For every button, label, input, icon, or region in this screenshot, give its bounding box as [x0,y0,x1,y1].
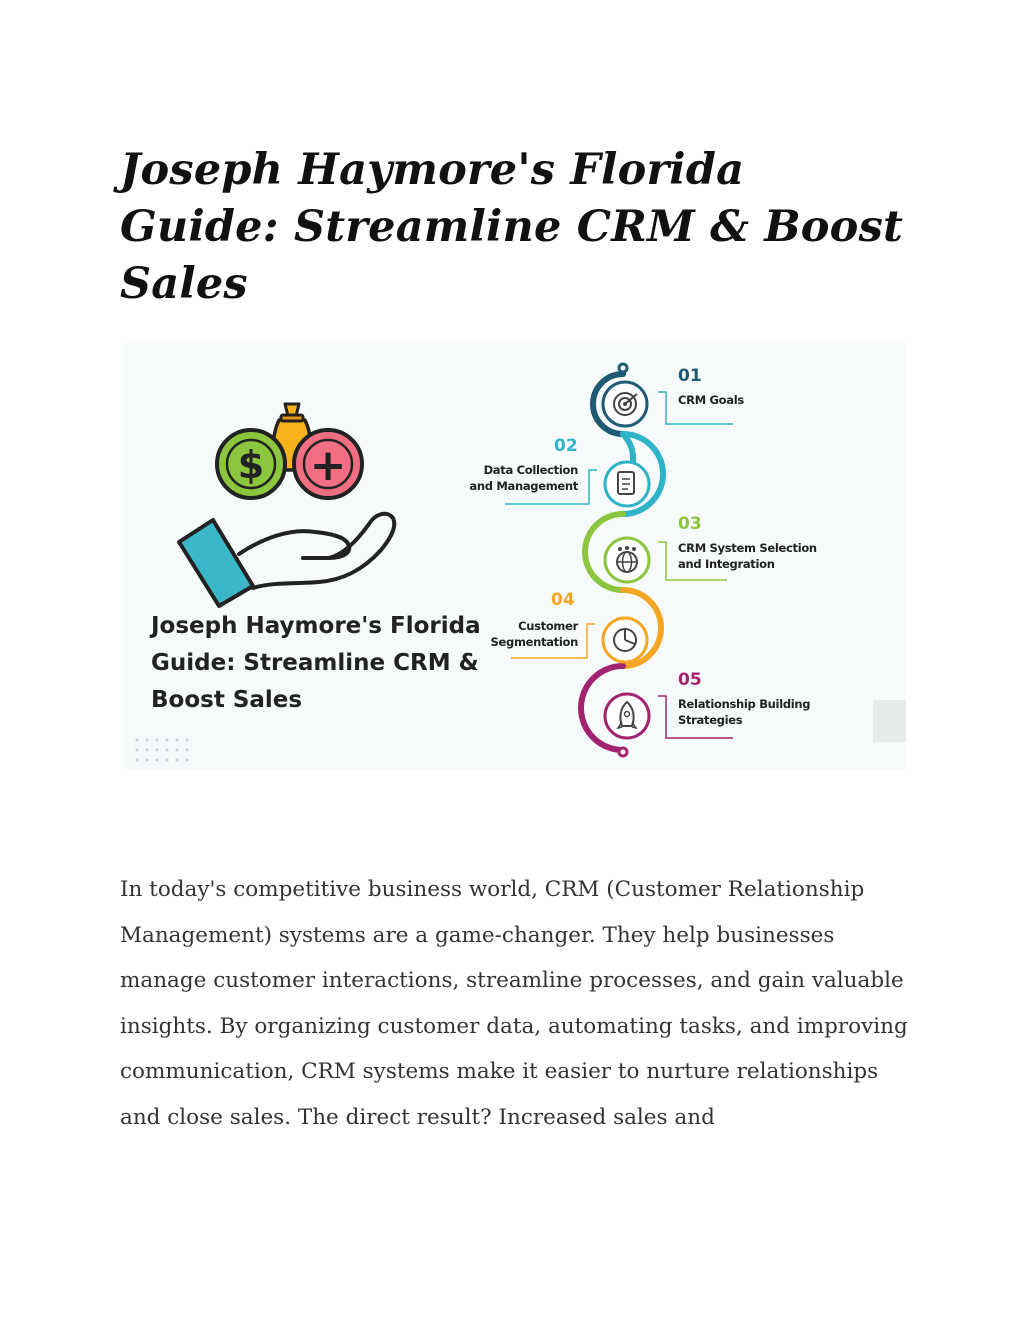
step-5-label: Relationship Building Strategies [678,697,811,727]
money-hand-illustration [179,404,394,606]
step-2-number: 02 [554,436,578,456]
step-3-number: 03 [678,514,702,534]
step-3-label: CRM System Selection and Integration [678,541,817,571]
step-2-label: Data Collection and Management [469,463,578,493]
infographic-title: Joseph Haymore's Florida Guide: Streamline CRM & Boost Sales [151,613,481,713]
step-1-label: CRM Goals [678,393,744,407]
decorative-dots [136,739,189,762]
hero-image [123,342,906,769]
dollar-sign: $ [237,443,265,487]
globe-icon [605,538,649,582]
target-icon [603,382,647,426]
plus-sign: + [309,440,347,491]
pie-chart-icon [603,618,647,662]
step-5-number: 05 [678,670,702,690]
document-icon [605,462,649,506]
step-4-label: Customer Segmentation [490,619,578,649]
step-1-number: 01 [678,366,702,386]
step-4-number: 04 [551,590,575,610]
gray-block [873,700,906,742]
rocket-icon [605,694,649,738]
article-body: In today's competitive business world, CRM (Customer Relationship Management) systems are a game-changer. They help businesses manage customer interactions, streamline processes, and gain valuable insights. By organizing customer data, automating tasks, and improving communication, CRM systems make it easier to nurture relationships and close sales. The direct result? Increased sales and [120,877,908,1130]
article-title: Joseph Haymore's Florida Guide: Streamline CRM & Boost Sales [120,145,904,309]
